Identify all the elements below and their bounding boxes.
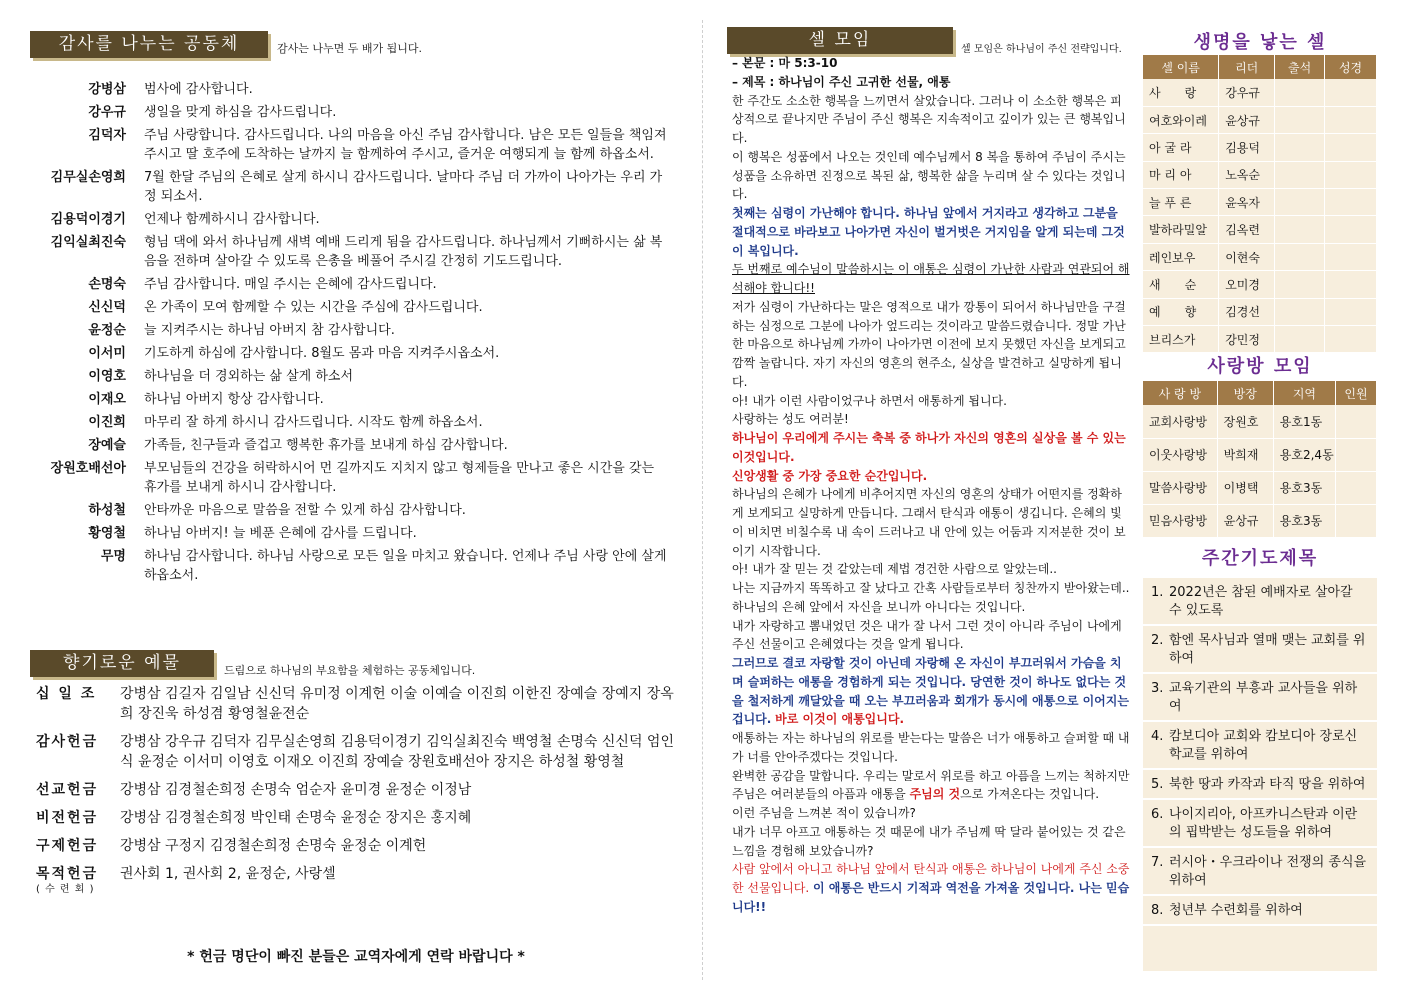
offering-note: * 헌금 명단이 빠진 분들은 교역자에게 연락 바랍니다 * — [187, 949, 525, 965]
sermon-paragraph-red: 신앙생활 중 가장 중요한 순간입니다. — [732, 468, 928, 483]
thanks-entry — [30, 436, 670, 455]
cells-row — [1143, 216, 1377, 243]
cell-attendance — [1275, 134, 1325, 161]
thanks-name: 무명 — [100, 549, 126, 564]
thanks-entry — [30, 210, 670, 229]
thanks-name: 김용덕이경기 — [50, 212, 126, 227]
thanks-text: 주님 사랑합니다. 감사드립니다. 나의 마음을 아신 주님 감사합니다. 남은 모든 일들을 책임져 주시고 딸 호주에 도착하는 날까지 늘 함께하여 주시고, 즐거운 여행되게 늘 함께 하옵소서. — [144, 128, 667, 162]
sermon-paragraph-underlined: 두 번째로 예수님이 말씀하시는 이 애통은 심령이 가난한 사람과 연관되어 해석해야 합니다!! — [732, 262, 1130, 295]
thanks-section-subtitle: 감사는 나누면 두 배가 됩니다. — [277, 42, 422, 55]
rooms-header: 사 랑 방 — [1143, 381, 1217, 405]
sermon-text-ref: – 본문 : 마 5:3-10 — [732, 56, 838, 70]
offering-category-label: 십 일 조 — [36, 686, 97, 702]
thanks-entry — [30, 367, 670, 386]
thanks-name: 이영호 — [88, 369, 126, 384]
thanks-name: 하성철 — [88, 503, 126, 518]
thanks-text: 주님 감사합니다. 매일 주시는 은혜에 감사드립니다. — [144, 277, 437, 292]
rooms-header: 지역 — [1273, 381, 1335, 405]
cells-header: 출석 — [1275, 55, 1325, 79]
prayer-item — [1143, 896, 1377, 926]
prayer-item — [1143, 578, 1377, 626]
offering-category-label: 구제헌금 — [36, 838, 99, 854]
thanks-name: 윤정순 — [88, 323, 126, 338]
room-leader: 장원호 — [1217, 405, 1273, 438]
thanks-entry — [30, 501, 670, 520]
thanks-text: 7월 한달 주님의 은혜로 살게 하시니 감사드립니다. 날마다 주님 더 가까이 나아가는 우리 가정 되소서. — [144, 170, 663, 204]
cells-row — [1143, 161, 1377, 188]
sermon-paragraph-highlight: 첫째는 심령이 가난해야 합니다. 하나님 앞에서 거지라고 생각하고 그분을 절대적으로 바라보고 나아가면 자신이 벌거벗은 거지임을 알게 되는데 그것이 복입니다. — [732, 206, 1125, 258]
rooms-table — [1143, 381, 1377, 538]
cell-attendance — [1275, 243, 1325, 270]
cell-leader: 노옥순 — [1219, 161, 1275, 188]
sermon-section-subtitle: 셀 모임은 하나님이 주신 전략입니다. — [961, 44, 1122, 55]
sermon-paragraph: 으로 가져온다는 것입니다. — [960, 787, 1100, 802]
offering-row — [36, 864, 676, 896]
offering-names: 강병삼 구정지 김경철손희정 손명숙 윤정순 이계헌 — [120, 838, 427, 854]
room-leader: 이병택 — [1217, 471, 1273, 504]
offering-category — [36, 684, 120, 724]
offering-row — [36, 684, 676, 724]
room-leader: 박희재 — [1217, 438, 1273, 471]
thanks-text: 하나님 아버지 항상 감사합니다. — [144, 392, 324, 407]
cell-bible — [1325, 243, 1377, 270]
offering-names: 강병삼 김길자 김일남 신신덕 유미정 이계헌 이술 이예슬 이진희 이한진 장예슬 장예지 장옥희 장진욱 하성겸 황영철윤전순 — [120, 686, 674, 722]
cells-row — [1143, 79, 1377, 106]
page-divider — [702, 20, 703, 980]
rooms-row — [1143, 405, 1377, 438]
cell-leader: 김옥련 — [1219, 216, 1275, 243]
room-count — [1336, 405, 1377, 438]
prayer-item — [1143, 848, 1377, 896]
room-name: 이웃사랑방 — [1143, 438, 1217, 471]
cell-leader: 오미경 — [1219, 271, 1275, 298]
room-leader: 윤상규 — [1217, 504, 1273, 537]
prayer-text: 교육기관의 부흥과 교사들을 위하여 — [1169, 681, 1358, 714]
prayer-item — [1143, 626, 1377, 674]
thanks-text: 부모님들의 건강을 허락하시어 먼 길까지도 지치지 않고 형제들을 만나고 좋은 시간을 갖는 휴가를 보내게 하시니 감사합니다. — [144, 461, 655, 495]
thanks-text: 마무리 잘 하게 하시니 감사드립니다. 시작도 함께 하옵소서. — [144, 415, 483, 430]
rooms-header: 방장 — [1217, 381, 1273, 405]
prayer-text: 청년부 수련회를 위하여 — [1169, 903, 1303, 918]
sermon-paragraph: 애통하는 자는 하나님의 위로를 받는다는 말씀은 너가 애통하고 슬퍼할 때 내가 너를 안아주겠다는 것입니다. — [732, 731, 1130, 764]
cell-attendance — [1275, 106, 1325, 133]
cell-name: 마 리 아 — [1143, 161, 1219, 188]
rooms-row — [1143, 438, 1377, 471]
cells-header: 성경 — [1325, 55, 1377, 79]
sermon-paragraph: 내가 자랑하고 뽐내었던 것은 내가 잘 나서 그런 것이 아니라 주님이 나에게 주신 선물이고 은혜였다는 것을 알게 됩니다. — [732, 618, 1122, 652]
prayer-item — [1143, 674, 1377, 722]
room-area: 용호2,4동 — [1273, 438, 1335, 471]
thanks-entry — [30, 126, 670, 164]
sermon-paragraph: 나는 지금까지 똑똑하고 잘 났다고 간혹 사람들로부터 칭찬까지 받아왔는데.. — [732, 581, 1130, 595]
room-count — [1336, 438, 1377, 471]
offering-category — [36, 864, 120, 896]
prayer-text: 나이지리아, 아프카니스탄과 이란의 핍박받는 성도들을 위하여 — [1169, 807, 1358, 840]
room-name: 믿음사랑방 — [1143, 504, 1217, 537]
thanks-entry — [30, 168, 670, 206]
offering-category — [36, 808, 120, 828]
offering-names: 권사회 1, 권사회 2, 윤정순, 사랑셀 — [120, 866, 336, 882]
thanks-name: 김익실최진숙 — [50, 235, 126, 250]
rooms-header: 인원 — [1336, 381, 1377, 405]
cell-bible — [1325, 271, 1377, 298]
cell-leader: 이현숙 — [1219, 243, 1275, 270]
offering-category-label: 선교헌금 — [36, 782, 99, 798]
cell-name: 여호와이레 — [1143, 106, 1219, 133]
cells-row — [1143, 271, 1377, 298]
cells-row — [1143, 189, 1377, 216]
sermon-paragraph: 아! 내가 이런 사람이었구나 하면서 애통하게 됩니다. — [732, 393, 1007, 408]
thanks-text: 언제나 함께하시니 감사합니다. — [144, 212, 320, 227]
cell-leader: 강민정 — [1219, 326, 1275, 353]
cell-leader: 강우규 — [1219, 79, 1275, 106]
thanks-entry — [30, 547, 670, 585]
cell-bible — [1325, 189, 1377, 216]
cells-row — [1143, 243, 1377, 270]
cells-title: 생명을 낳는 셀 — [1193, 32, 1327, 53]
offering-row — [36, 836, 676, 856]
thanks-entry — [30, 524, 670, 543]
thanks-entry — [30, 298, 670, 317]
thanks-text: 하나님 감사합니다. 하나님 사랑으로 모든 일을 마치고 왔습니다. 언제나 주님 사랑 안에 살게 하옵소서. — [144, 549, 667, 583]
cell-name: 늘 푸 른 — [1143, 189, 1219, 216]
thanks-text: 온 가족이 모여 함께할 수 있는 시간을 주심에 감사드립니다. — [144, 300, 483, 315]
sermon-paragraph: 하나님의 은혜가 나에게 비추어지면 자신의 영혼의 상태가 어떤지를 정확하게 보게되고 실망하게 만듭니다. 그래서 탄식과 애통이 생깁니다. 은혜의 빛이 비치면 비칠수록 내 속이 드러나고 내 안에 있는 어둠과 지저분한 것이 보이기 시작합니다. — [732, 487, 1126, 558]
offering-category-label: 비전헌금 — [36, 810, 99, 826]
offering-category — [36, 836, 120, 856]
thanks-entry — [30, 344, 670, 363]
offering-category-sub: ( 수 련 회 ) — [36, 884, 95, 895]
room-name: 말씀사랑방 — [1143, 471, 1217, 504]
sermon-paragraph: 하나님의 은혜 앞에서 자신을 보니까 아니다는 것입니다. — [732, 599, 1026, 614]
cell-attendance — [1275, 189, 1325, 216]
sermon-paragraph-red: 하나님이 우리에게 주시는 축복 중 하나가 자신의 영혼의 실상을 볼 수 있는 이것입니다. — [732, 431, 1126, 464]
offering-section-subtitle: 드림으로 하나님의 부요함을 체험하는 공동체입니다. — [224, 664, 476, 677]
thanks-name: 이재오 — [88, 392, 126, 407]
room-area: 용호3동 — [1273, 471, 1335, 504]
room-count — [1336, 504, 1377, 537]
offering-row — [36, 808, 676, 828]
cell-name: 브리스가 — [1143, 326, 1219, 353]
sermon-paragraph: 저가 심령이 가난하다는 말은 영적으로 내가 깡통이 되어서 하나님만을 구걸하는 심정으로 그분에 나아가 엎드리는 것이라고 말씀드렸습니다. 정말 가난한 마음으로 하나님께 가까이 나아가면 이전에 보지 못했던 자신을 보게되고 깜짝 놀랍니다. 자기 자신의 영혼의 현주소, 실상을 발견하고 실망하게 됩니다. — [732, 299, 1126, 389]
offering-category — [36, 732, 120, 772]
sermon-emphasis-red: 주님의 것 — [909, 787, 961, 802]
thanks-text: 생일을 맞게 하심을 감사드립니다. — [144, 105, 337, 120]
prayer-number: 5. — [1151, 777, 1164, 792]
prayer-title: 주간기도제목 — [1201, 548, 1319, 569]
rooms-row — [1143, 504, 1377, 537]
prayer-text: 캄보디아 교회와 캄보디아 장로신학교를 위하여 — [1169, 729, 1358, 762]
prayer-list — [1143, 578, 1377, 971]
offering-category — [36, 780, 120, 800]
prayer-number: 1. — [1151, 585, 1164, 600]
thanks-name: 신신덕 — [88, 300, 126, 315]
sermon-body — [732, 54, 1132, 917]
prayer-number: 3. — [1151, 681, 1164, 696]
thanks-list — [30, 80, 670, 589]
cell-bible — [1325, 298, 1377, 325]
offering-category-label: 감사헌금 — [36, 734, 99, 750]
sermon-paragraph: 이 행복은 성품에서 나오는 것인데 예수님께서 8 복을 통하여 주님이 주시는 성품을 소유하면 진정으로 복된 삶, 행복한 삶을 누리며 살 수 있다는 것입니다. — [732, 149, 1126, 202]
cell-bible — [1325, 216, 1377, 243]
prayer-item — [1143, 722, 1377, 770]
thanks-entry — [30, 459, 670, 497]
sermon-paragraph: 완벽한 공감을 말합니다. 우리는 말로서 위로를 하고 아픔을 느끼는 척하지만 주님은 여러분들의 아픔과 애통을 — [732, 768, 1130, 802]
thanks-name: 장예슬 — [88, 438, 126, 453]
thanks-text: 늘 지켜주시는 하나님 아버지 참 감사합니다. — [144, 323, 395, 338]
sermon-paragraph-highlight: 그러므로 결코 자랑할 것이 아닌데 자랑해 온 자신이 부끄러워서 가슴을 치며 슬퍼하는 애통을 경험하게 되는 것입니다. 당연한 것이 하나도 없다는 것을 철저하게 깨달았을 때 오는 부끄러움과 회개가 동시에 애통으로 이어지는 겁니다. — [732, 656, 1129, 727]
thanks-section-title: 감사를 나누는 공동체 — [30, 31, 268, 58]
cell-attendance — [1275, 161, 1325, 188]
cell-name: 레인보우 — [1143, 243, 1219, 270]
sermon-paragraph: 내가 너무 아프고 애통하는 것 때문에 내가 주님께 딱 달라 붙어있는 것 같은 느낌을 경험해 보았습니까? — [732, 824, 1126, 858]
thanks-text: 하나님을 더 경외하는 삶 살게 하소서 — [144, 369, 354, 384]
room-name: 교회사랑방 — [1143, 405, 1217, 438]
thanks-text: 기도하게 하심에 감사합니다. 8월도 몸과 마음 지켜주시옵소서. — [144, 346, 500, 361]
rooms-row — [1143, 471, 1377, 504]
cell-bible — [1325, 79, 1377, 106]
cells-header: 셀 이름 — [1143, 55, 1219, 79]
cells-row — [1143, 326, 1377, 353]
thanks-entry — [30, 103, 670, 122]
cell-name: 새 순 — [1143, 271, 1219, 298]
prayer-item — [1143, 800, 1377, 848]
cell-bible — [1325, 134, 1377, 161]
prayer-text: 2022년은 참된 예배자로 살아갈 수 있도록 — [1169, 585, 1353, 618]
thanks-name: 강병삼 — [88, 82, 126, 97]
thanks-text: 형님 댁에 와서 하나님께 새벽 예배 드리게 됨을 감사드립니다. 하나님께서 기뻐하시는 삶 복음을 전하며 살아갈 수 있도록 은총을 베풀어 주시길 간정히 기도드립니다. — [144, 235, 663, 269]
thanks-name: 강우규 — [88, 105, 126, 120]
thanks-name: 이서미 — [88, 346, 126, 361]
cells-row — [1143, 106, 1377, 133]
sermon-paragraph: 한 주간도 소소한 행복을 느끼면서 살았습니다. 그러나 이 소소한 행복은 피상적으로 끝나지만 주님이 주신 행복은 지속적이고 깊이가 있는 큰 행복입니다. — [732, 93, 1126, 145]
cell-attendance — [1275, 326, 1325, 353]
cell-leader: 윤상규 — [1219, 106, 1275, 133]
thanks-text: 하나님 아버지! 늘 베푼 은혜에 감사를 드립니다. — [144, 526, 417, 541]
cell-bible — [1325, 106, 1377, 133]
offering-row — [36, 780, 676, 800]
offering-names: 강병삼 강우규 김덕자 김무실손영희 김용덕이경기 김익실최진숙 백영철 손명숙 신신덕 엄인식 윤정순 이서미 이영호 이재오 이진희 장예슬 장원호배선아 장지은 하성철 황영철 — [120, 734, 674, 770]
thanks-entry — [30, 80, 670, 99]
cell-attendance — [1275, 216, 1325, 243]
cells-header: 리더 — [1219, 55, 1275, 79]
sermon-section-title: 셀 모임 — [727, 27, 953, 54]
offering-names: 강병삼 김경철손희정 박인태 손명숙 윤정순 장지은 홍지혜 — [120, 810, 472, 826]
thanks-name: 이진희 — [88, 415, 126, 430]
prayer-text: 러시아・우크라이나 전쟁의 종식을 위하여 — [1169, 855, 1367, 888]
prayer-number: 6. — [1151, 807, 1164, 822]
sermon-closing-highlight: 이 애통은 반드시 기적과 역전을 가져올 것입니다. 나는 믿습니다!! — [732, 881, 1130, 914]
cells-row — [1143, 298, 1377, 325]
thanks-entry — [30, 233, 670, 271]
prayer-text: 북한 땅과 카작과 타직 땅을 위하여 — [1169, 777, 1366, 792]
offering-row — [36, 732, 676, 772]
sermon-paragraph: 사랑하는 성도 여러분! — [732, 412, 849, 427]
prayer-number: 7. — [1151, 855, 1164, 870]
offering-list — [36, 684, 676, 904]
cell-leader: 김용덕 — [1219, 134, 1275, 161]
cell-leader: 김경선 — [1219, 298, 1275, 325]
sermon-paragraph: 아! 내가 잘 믿는 것 같았는데 제법 경건한 사람으로 알았는데.. — [732, 562, 1057, 577]
offering-category-label: 목적헌금 — [36, 866, 99, 882]
offering-names: 강병삼 김경철손희정 손명숙 엄순자 윤미경 윤정순 이정남 — [120, 782, 472, 798]
cells-row — [1143, 134, 1377, 161]
sermon-paragraph: 이런 주님을 느껴본 적이 있습니까? — [732, 806, 916, 820]
prayer-number: 8. — [1151, 903, 1164, 918]
prayer-item — [1143, 770, 1377, 800]
offering-section-title: 향기로운 예물 — [30, 650, 214, 677]
prayer-number: 2. — [1151, 633, 1164, 648]
sermon-emphasis-red: 바로 이것이 애통입니다. — [775, 712, 905, 727]
room-count — [1336, 471, 1377, 504]
cells-table — [1143, 55, 1377, 353]
thanks-entry — [30, 390, 670, 409]
sermon-closing-red: 사람 앞에서 아니고 하나님 앞에서 탄식과 애통은 하나님이 나에게 주신 소중한 선물입니다. — [732, 862, 1130, 895]
room-area: 용호3동 — [1273, 504, 1335, 537]
cell-attendance — [1275, 298, 1325, 325]
cell-attendance — [1275, 79, 1325, 106]
thanks-name: 김무실손영희 — [50, 170, 126, 185]
prayer-number: 4. — [1151, 729, 1164, 744]
room-area: 용호1동 — [1273, 405, 1335, 438]
cell-name: 사 랑 — [1143, 79, 1219, 106]
thanks-name: 황영철 — [88, 526, 126, 541]
thanks-entry — [30, 413, 670, 432]
cell-bible — [1325, 326, 1377, 353]
cell-name: 예 향 — [1143, 298, 1219, 325]
thanks-text: 안타까운 마음으로 말씀을 전할 수 있게 하심 감사합니다. — [144, 503, 466, 518]
thanks-name: 손명숙 — [88, 277, 126, 292]
rooms-title: 사랑방 모임 — [1207, 356, 1313, 377]
cell-bible — [1325, 161, 1377, 188]
thanks-text: 범사에 감사합니다. — [144, 82, 253, 97]
cell-name: 발하라밀알 — [1143, 216, 1219, 243]
cell-leader: 윤옥자 — [1219, 189, 1275, 216]
cell-name: 아 굴 라 — [1143, 134, 1219, 161]
prayer-text: 함엔 목사님과 열매 맺는 교회를 위하여 — [1169, 633, 1366, 666]
thanks-text: 가족들, 친구들과 즐겁고 행복한 휴가를 보내게 하심 감사합니다. — [144, 438, 508, 453]
thanks-name: 장원호배선아 — [50, 461, 126, 476]
thanks-name: 김덕자 — [88, 128, 126, 143]
thanks-entry — [30, 321, 670, 340]
sermon-text-title: – 제목 : 하나님이 주신 고귀한 선물, 애통 — [732, 74, 951, 89]
cell-attendance — [1275, 271, 1325, 298]
thanks-entry — [30, 275, 670, 294]
